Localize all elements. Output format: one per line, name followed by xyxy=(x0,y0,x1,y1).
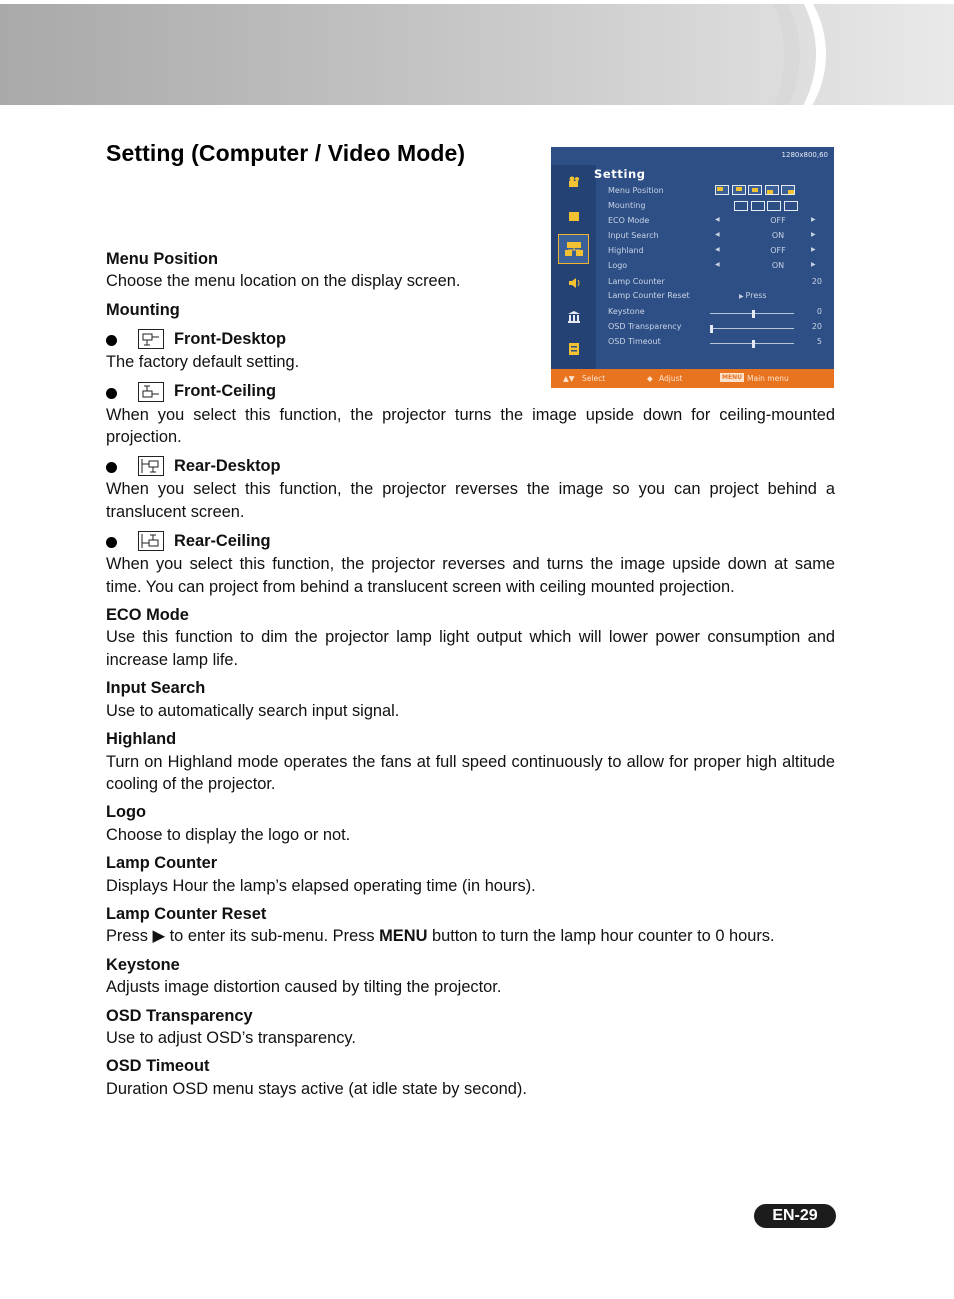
osd-row-keystone: Keystone 0 xyxy=(608,307,822,316)
osd-row-mounting: Mounting xyxy=(608,201,828,215)
osd-row-lamp-counter: Lamp Counter 20 xyxy=(608,277,822,286)
heading-input-search: Input Search xyxy=(106,679,206,698)
osd-right-arrow-icon: ▶ xyxy=(811,231,816,238)
text-logo: Choose to display the logo or not. xyxy=(106,825,351,844)
rear-ceiling-icon xyxy=(138,531,164,551)
text-input-search: Use to automatically search input signal. xyxy=(106,701,400,720)
text-lamp-counter: Displays Hour the lamp’s elapsed operating time (in hours). xyxy=(106,876,536,895)
osd-mounting-options xyxy=(734,201,800,213)
text-highland: Turn on Highland mode operates the fans at full speed continuously to allow for proper high altitude cooling of the projector. xyxy=(106,752,835,793)
osd-row-lamp-counter-reset: Lamp Counter Reset ▶ Press xyxy=(608,291,767,300)
osd-camera-icon xyxy=(564,175,584,191)
mount-rear-desktop: Rear-Desktop xyxy=(106,454,835,478)
osd-footer: ▲▼ Select ◆ Adjust MENU Main menu xyxy=(551,369,834,388)
front-desktop-icon xyxy=(138,329,164,349)
osd-right-arrow-icon: ▶ xyxy=(811,261,816,268)
bullet-icon xyxy=(106,537,117,548)
osd-row-highland: Highland ◀ OFF ▶ xyxy=(608,246,816,255)
bullet-icon xyxy=(106,388,117,399)
text-front-ceiling: When you select this function, the projector turns the image upside down for ceiling-mounted projection. xyxy=(106,405,835,447)
rear-desktop-icon xyxy=(138,456,164,476)
text-eco-mode: Use this function to dim the projector lamp light output which will lower power consumption and increase lamp life. xyxy=(106,628,835,669)
heading-lamp-counter-reset: Lamp Counter Reset xyxy=(106,904,267,923)
front-ceiling-icon xyxy=(138,382,164,402)
text-lamp-counter-reset: Press ▶ to enter its sub-menu. Press MENU button to turn the lamp hour counter to 0 hours. xyxy=(106,927,775,946)
osd-left-arrow-icon: ◀ xyxy=(715,231,720,238)
content xyxy=(106,248,835,1100)
mount-front-desktop: Front-Desktop xyxy=(106,327,835,351)
text-osd-timeout: Duration OSD menu stays active (at idle state by second). xyxy=(106,1079,527,1098)
text-rear-ceiling: When you select this function, the projector reverses and turns the image upside down at same time. You can project from behind a translucent screen with ceiling mounted projection. xyxy=(106,555,835,596)
heading-osd-transparency: OSD Transparency xyxy=(106,1006,253,1025)
osd-row-eco-mode: ECO Mode ◀ OFF ▶ xyxy=(608,216,816,225)
mount-rear-ceiling: Rear-Ceiling xyxy=(106,529,835,553)
osd-right-arrow-icon: ▶ xyxy=(811,246,816,253)
text-menu-position: Choose the menu location on the display screen. xyxy=(106,272,461,291)
heading-osd-timeout: OSD Timeout xyxy=(106,1057,210,1076)
osd-left-arrow-icon: ◀ xyxy=(715,216,720,223)
osd-menu-key: MENU xyxy=(722,374,742,381)
osd-right-arrow-icon: ▶ xyxy=(811,216,816,223)
osd-press-arrow-icon: ▶ xyxy=(739,293,746,300)
header-banner xyxy=(0,4,954,105)
heading-highland: Highland xyxy=(106,730,177,749)
text-osd-transparency: Use to adjust OSD’s transparency. xyxy=(106,1028,356,1047)
banner-arc xyxy=(540,4,826,105)
text-front-desktop: The factory default setting. xyxy=(106,353,300,372)
heading-logo: Logo xyxy=(106,803,147,822)
heading-keystone: Keystone xyxy=(106,955,180,974)
heading-menu-position: Menu Position xyxy=(106,250,218,268)
heading-lamp-counter: Lamp Counter xyxy=(106,854,218,873)
osd-row-logo: Logo ◀ ON ▶ xyxy=(608,261,816,270)
osd-updown-icon: ▲▼ xyxy=(563,374,575,383)
page-number: EN-29 xyxy=(754,1204,836,1228)
mount-front-ceiling: Front-Ceiling xyxy=(106,380,835,404)
osd-resolution: 1280x800,60 xyxy=(781,151,828,159)
heading-mounting: Mounting xyxy=(106,300,180,319)
text-rear-desktop: When you select this function, the projector reverses the image so you can project behind a translucent screen. xyxy=(106,480,835,521)
osd-adjust-icon: ◆ xyxy=(647,374,653,383)
bullet-icon xyxy=(106,462,117,473)
menu-keyword: MENU xyxy=(379,927,428,946)
osd-left-arrow-icon: ◀ xyxy=(715,246,720,253)
bullet-icon xyxy=(106,335,117,346)
osd-left-arrow-icon: ◀ xyxy=(715,261,720,268)
page-title: Setting (Computer / Video Mode) xyxy=(106,140,466,166)
osd-menu-position-options xyxy=(715,185,798,197)
osd-image-icon xyxy=(564,209,584,225)
osd-row-menu-position: Menu Position xyxy=(608,186,828,200)
osd-row-osd-transparency: OSD Transparency 20 xyxy=(608,322,822,331)
text-keystone: Adjusts image distortion caused by tilting the projector. xyxy=(106,978,502,997)
heading-eco-mode: ECO Mode xyxy=(106,606,189,625)
osd-row-input-search: Input Search ◀ ON ▶ xyxy=(608,231,816,240)
osd-title: Setting xyxy=(594,167,646,181)
osd-row-osd-timeout: OSD Timeout 5 xyxy=(608,337,822,346)
